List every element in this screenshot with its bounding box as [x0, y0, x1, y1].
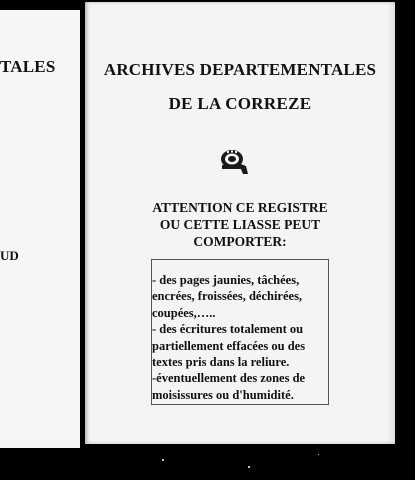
warning-line: coupées,….. [152, 305, 216, 320]
left-page-title-fragment: TALES [0, 57, 56, 76]
department-title: DE LA CORREZE [168, 94, 312, 113]
left-page-text-fragment: UD [0, 248, 19, 263]
warning-box [151, 259, 329, 405]
left-page-fragment [0, 10, 80, 448]
warning-line: -éventuellement des zones de [152, 371, 306, 386]
attention-notice [85, 199, 395, 250]
warning-line: moisissures ou d'humidité. [152, 387, 294, 402]
warning-line: textes pris dans la reliure. [152, 355, 290, 370]
main-page [85, 2, 395, 444]
warning-line: partiellement effacées ou des [152, 338, 306, 353]
film-reel-icon [218, 147, 252, 175]
scan-speck [162, 459, 164, 461]
scan-speck [318, 454, 319, 455]
warning-line: encrées, froissées, déchirées, [152, 289, 303, 304]
attention-line: OU CETTE LIASSE PEUT [159, 217, 321, 232]
attention-line: ATTENTION CE REGISTRE [152, 200, 328, 215]
warning-line: - des écritures totalement ou [152, 322, 304, 337]
scan-speck [248, 466, 250, 468]
warning-line: - des pages jaunies, tâchées, [152, 273, 300, 287]
archives-title: ARCHIVES DEPARTEMENTALES [103, 60, 377, 79]
attention-line: COMPORTER: [193, 234, 287, 249]
